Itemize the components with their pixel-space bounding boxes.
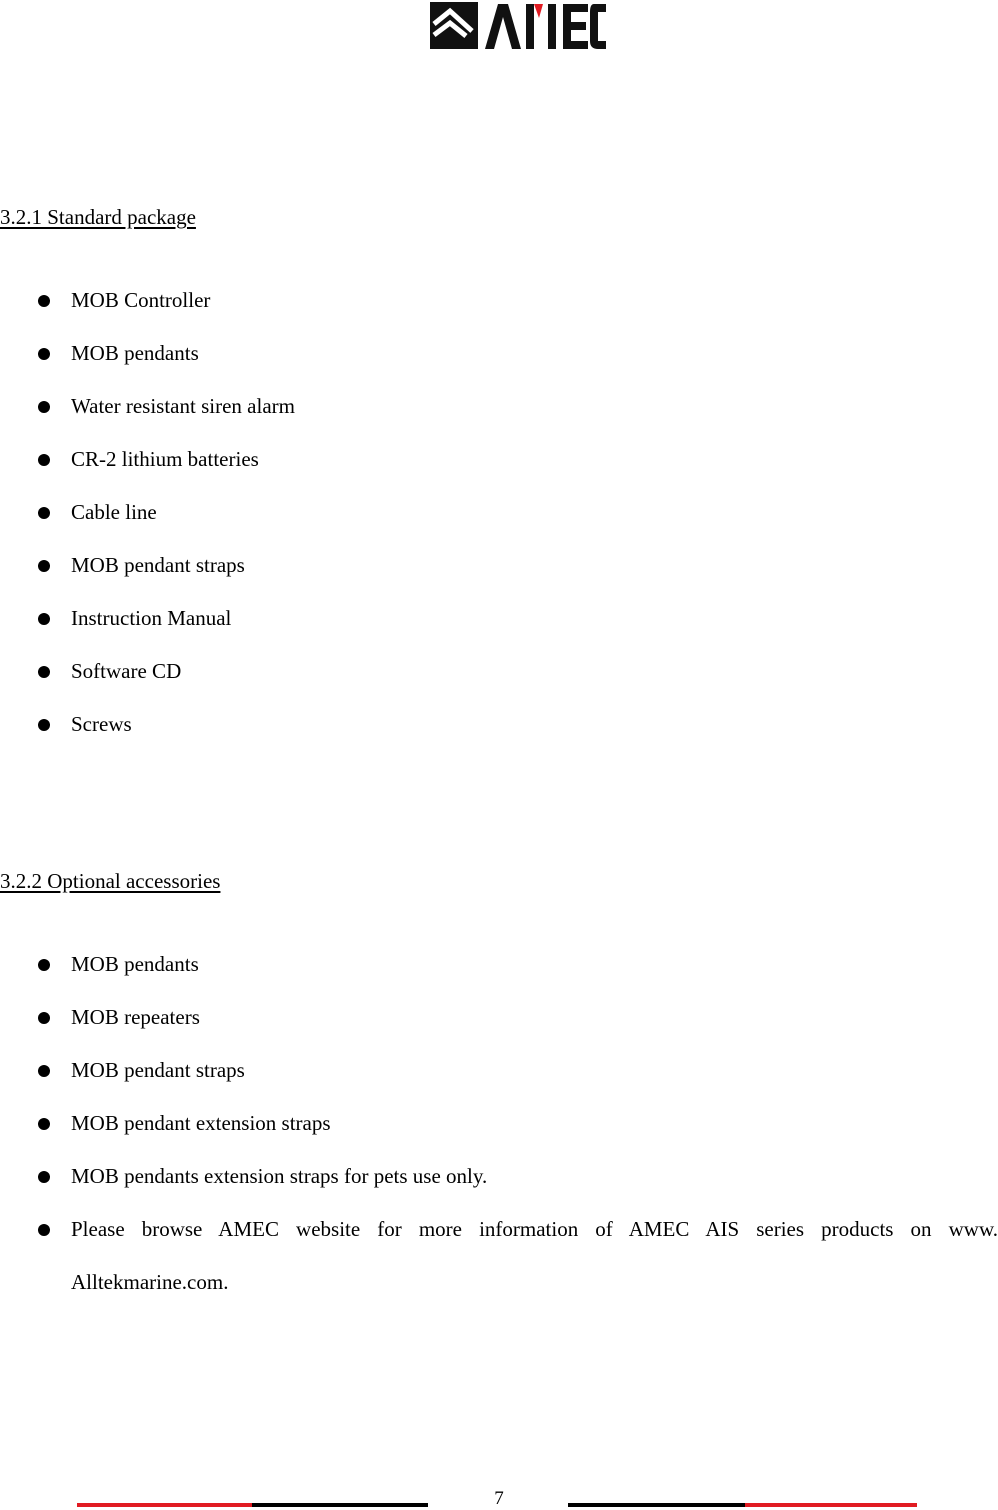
standard-package-list xyxy=(0,274,998,751)
bullet-icon xyxy=(38,507,50,519)
bullet-icon xyxy=(38,1118,50,1130)
list-item: Please browse AMEC website for more information of AMEC AIS series products on www. Alltekmarine.com. xyxy=(0,1203,998,1309)
bullet-icon xyxy=(38,560,50,572)
list-item: MOB pendants xyxy=(0,327,998,380)
page-number: 7 xyxy=(494,1488,504,1509)
bullet-icon xyxy=(38,1065,50,1077)
optional-accessories-list xyxy=(0,938,998,1309)
list-item: CR-2 lithium batteries xyxy=(0,433,998,486)
list-item: MOB pendants extension straps for pets use only. xyxy=(0,1150,998,1203)
footer-rule-red-right xyxy=(745,1503,917,1507)
list-item: MOB repeaters xyxy=(0,991,998,1044)
list-item: MOB pendants xyxy=(0,938,998,991)
bullet-icon xyxy=(38,401,50,413)
list-item: MOB Controller xyxy=(0,274,998,327)
bullet-icon xyxy=(38,613,50,625)
footer-rule-red-left xyxy=(77,1503,252,1507)
bullet-icon xyxy=(38,1224,50,1236)
list-item: Water resistant siren alarm xyxy=(0,380,998,433)
bullet-icon xyxy=(38,348,50,360)
list-item: MOB pendant extension straps xyxy=(0,1097,998,1150)
bullet-icon xyxy=(38,719,50,731)
bullet-icon xyxy=(38,666,50,678)
list-item: MOB pendant straps xyxy=(0,539,998,592)
bullet-icon xyxy=(38,959,50,971)
list-item: Screws xyxy=(0,698,998,751)
section-heading-optional-accessories: 3.2.2 Optional accessories xyxy=(0,869,221,893)
list-item: Software CD xyxy=(0,645,998,698)
footer-rule-black-left xyxy=(252,1503,428,1507)
bullet-icon xyxy=(38,295,50,307)
bullet-icon xyxy=(38,1171,50,1183)
section-heading-standard-package: 3.2.1 Standard package xyxy=(0,205,196,229)
list-item: Instruction Manual xyxy=(0,592,998,645)
bullet-icon xyxy=(38,454,50,466)
amec-logo xyxy=(430,2,606,50)
amec-logo-icon xyxy=(430,2,606,50)
footer-rule-black-right xyxy=(568,1503,745,1507)
list-item: Cable line xyxy=(0,486,998,539)
bullet-icon xyxy=(38,1012,50,1024)
list-item: MOB pendant straps xyxy=(0,1044,998,1097)
